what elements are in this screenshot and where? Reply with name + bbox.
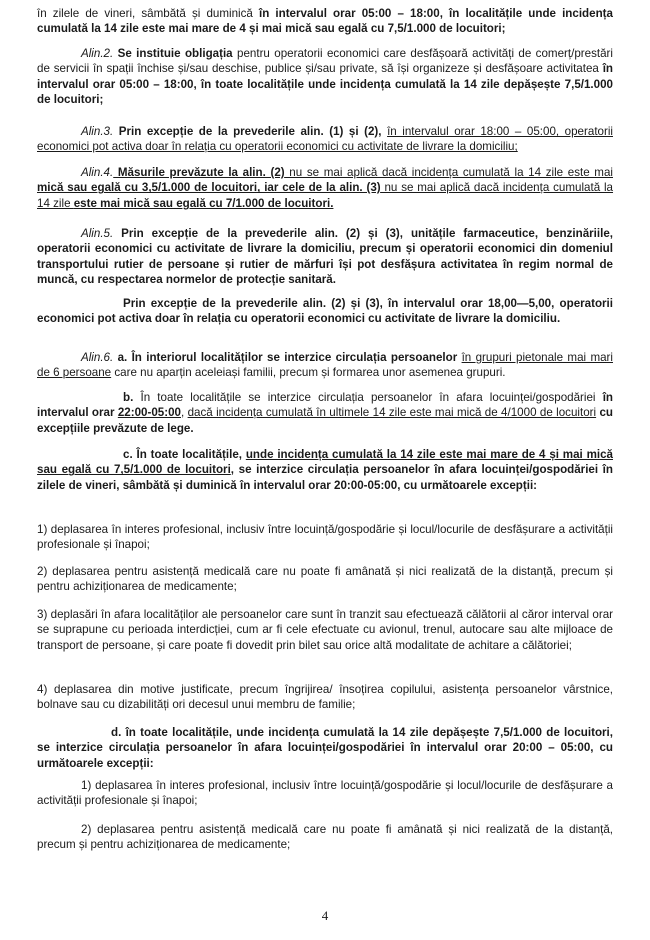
list-item: 2) deplasarea pentru asistență medicală care nu poate fi amânată și nici realizată de la distanță, precum și pentru achiziționarea de medicamente; bbox=[37, 565, 613, 594]
page-number: 4 bbox=[321, 908, 329, 923]
paragraph-alin6-c: c. În toate localitățile, unde incidența cumulată la 14 zile este mai mare de 4 și mai mică sau egală cu 7,5/1.000 de locuitori, se interzice circulația persoanelor în afara locuinței/gospodăriei în zilele de vineri, sâmbătă și duminică în intervalul orar 20:00-05:00, cu următoarele excepții: bbox=[37, 448, 613, 492]
paragraph-alin6-b: b. În toate localitățile se interzice circulația persoanelor în afara locuinței/gospodăriei în intervalul orar 22:00-05:00, dacă incidența cumulată în ultimele 14 zile este mai mică de 4/1000 de locuitori cu excepțiile prevăzute de lege. bbox=[37, 391, 613, 435]
list-item: 4) deplasarea din motive justificate, precum îngrijirea/ însoțirea copilului, asistența persoanelor vârstnice, bolnave sau cu dizabilități ori decesul unui membru de familie; bbox=[37, 683, 613, 712]
paragraph-alin4: Alin.4. Măsurile prevăzute la alin. (2) nu se mai aplică dacă incidența cumulată la 14 zile este mai mică sau egală cu 3,5/1.000 de locuitori, iar cele de la alin. (3) nu se mai aplică dacă incidența cumulată la 14 zile este mai mică sau egală cu 7/1.000 de locuitori. bbox=[37, 166, 614, 210]
paragraph-alin2: Alin.2. Se instituie obligația pentru operatorii economici care desfășoară activități de comerț/prestări de servicii în spații închise și/sau deschise, publice și/sau private, să își organizeze și desfășoare activitatea în intervalul orar 05:00 – 18:00, în toate localitățile unde incidența cumulată la 14 zile depășește 7,5/1.000 de locuitori; bbox=[37, 47, 613, 107]
list-item: 1) deplasarea în interes profesional, inclusiv între locuință/gospodărie și locul/locurile de desfășurare a activității profesionale și înapoi; bbox=[37, 779, 613, 808]
paragraph-alin6-d: d. în toate localitățile, unde incidența cumulată la 14 zile depășește 7,5/1.000 de locuitori, se interzice circulația persoanelor în afara locuinței/gospodăriei în intervalul orar 20:00 – 05:00, cu următoarele excepții: bbox=[37, 726, 613, 770]
paragraph-alin3: Alin.3. Prin excepție de la prevederile alin. (1) și (2), în intervalul orar 18:00 – 05:00, operatorii economici pot activa doar în relația cu operatorii economici cu activitate de livrare la domiciliu; bbox=[37, 125, 613, 154]
paragraph-alin5: Alin.5. Prin excepție de la prevederile alin. (2) și (3), unitățile farmaceutice, benzinăriile, operatorii economici cu activitate de livrare la domiciliu, precum și operatorii economici din domeniul transportului rutier de persoane și rutier de mărfuri își pot desfășura activitatea în regim normal de muncă, cu respectarea normelor de protecție sanitară. bbox=[37, 227, 613, 287]
list-item: 2) deplasarea pentru asistență medicală care nu poate fi amânată și nici realizată de la distanță, precum și pentru achiziționarea de medicamente; bbox=[37, 823, 613, 852]
paragraph-alin6-a: Alin.6. a. În interiorul localităților se interzice circulația persoanelor în grupuri pietonale mai mari de 6 persoane care nu aparțin aceleiași familii, precum și formarea unor asemenea grupuri. bbox=[37, 351, 613, 380]
paragraph-continuation: în zilele de vineri, sâmbătă și duminică în intervalul orar 05:00 – 18:00, în localitățile unde incidența cumulată la 14 zile este mai mare de 4 și mai mică sau egală cu 7,5/1.000 de locuitori; bbox=[37, 7, 613, 36]
list-item: 3) deplasări în afara localităților ale persoanelor care sunt în tranzit sau efectuează călătorii al căror interval orar se suprapune cu perioada interdicției, cum ar fi cele efectuate cu avionul, trenul, autocare sau alte mijloace de transport de persoane, și care poate fi dovedit prin bilet sau orice altă modalitate de achitare a călătoriei; bbox=[37, 608, 613, 652]
paragraph-alin5-exception: Prin excepție de la prevederile alin. (2) și (3), în intervalul orar 18,00—5,00, operatorii economici pot activa doar în relația cu operatorii economici cu activitate de livrare la domiciliu. bbox=[37, 297, 613, 326]
list-item: 1) deplasarea în interes profesional, inclusiv între locuință/gospodărie și locul/locurile de desfășurare a activității profesionale și înapoi; bbox=[37, 523, 613, 552]
